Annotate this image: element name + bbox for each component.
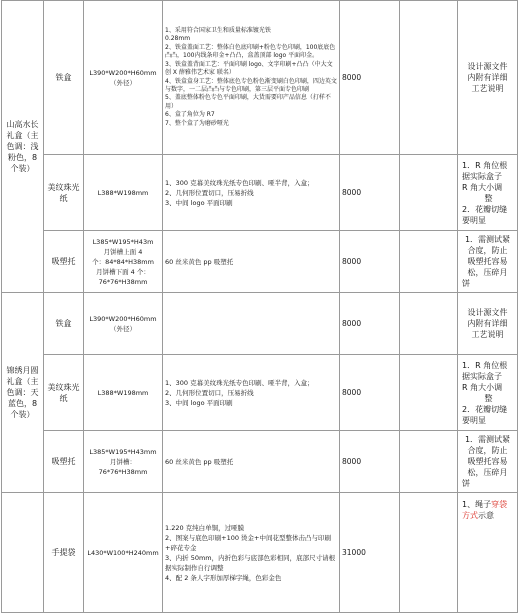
quantity-cell: 8000 (340, 355, 400, 431)
note-line: 内附有详细 (467, 319, 508, 328)
component-name: 吸塑托 (44, 231, 84, 293)
blank-cell (400, 431, 458, 493)
process-line: 2、几何形位置切口，压易折线 (165, 388, 254, 397)
size-line: 76*76*H38mm (98, 467, 148, 476)
note-line: 饼 (462, 479, 470, 488)
blank-cell (400, 231, 458, 293)
note-line: 据实际盒子 (462, 371, 502, 381)
note-cell (458, 293, 518, 355)
size-line: 月饼槽上面 4 (103, 247, 143, 256)
quantity-cell: 8000 (340, 155, 400, 231)
note-cell (458, 155, 518, 231)
process-line: 6、盒了角位为 R7 (165, 111, 215, 119)
size-line: 76*76*H38mm (98, 277, 148, 286)
note-cell (458, 231, 518, 293)
note-line: R 角大小调 (462, 382, 503, 392)
table-row (2, 231, 518, 293)
process-line: 2、几何形位置切口，压易折线 (165, 188, 254, 197)
size-cell (84, 431, 163, 493)
process-line: 60 丝米黄色 pp 吸塑托 (165, 257, 234, 266)
note-line: 设计源文件 (467, 62, 508, 71)
quantity-cell: 8000 (340, 231, 400, 293)
size-line: 个：84*84*H38mm (92, 257, 154, 266)
note-prefix: 1、绳子 (462, 500, 492, 509)
size-cell (84, 155, 163, 231)
process-line: 3、铁盒盖背面工艺：平面印刷 logo、文字印刷+凸凸（中大文创 X 薛雅伟艺术家 联名） (165, 60, 333, 77)
process-line: 2、铁盒盖面工艺：整体白色底印刷+粉色专色印刷，100底底色凸凸，100内线条印金+凸凸，盒盖顶部 logo 平面印金。 (165, 43, 336, 60)
note-line: 合度，防止 (467, 246, 508, 255)
note-cell (458, 493, 518, 613)
product-cell (2, 493, 44, 613)
table-row (2, 1, 518, 155)
product-cell: 山高水长礼盒（主色调：浅粉色，8个装） (2, 1, 44, 293)
size-line: L390*W200*H60mm (89, 314, 157, 323)
component-name: 美纹珠光纸 (44, 155, 84, 231)
process-line: 1、300 克幕美纹珠光纸专色印刷、哑半背，入盒； (165, 178, 314, 187)
blank-cell (400, 1, 458, 155)
component-name: 手提袋 (44, 493, 84, 613)
process-cell (163, 1, 340, 155)
note-line: 2．花瓣切缝 (462, 404, 508, 414)
process-line: 1、采用符合国家卫生和质量标准镀光铁 (165, 27, 271, 35)
note-line: 1．R 角位根 (462, 360, 508, 370)
process-line: 4、铁盒盒身工艺：整体底色专色粉色渐变刷白色印刷，四边英文与数字，一二层凸凸与专色印刷，第三层平面专色印刷 (165, 77, 337, 93)
note-line: 工艺说明 (471, 330, 504, 339)
process-cell (163, 293, 340, 355)
note-line: 饼 (462, 279, 470, 288)
size-line: L390*W200*H60mm (89, 68, 157, 77)
process-cell (163, 155, 340, 231)
table-row (2, 493, 518, 613)
product-cell: 锦绣月圆礼盒（主色调：天蓝色，8个装） (2, 293, 44, 493)
size-line: L385*W195*H43mm (89, 447, 157, 456)
table-row (2, 155, 518, 231)
process-cell (163, 431, 340, 493)
process-cell (163, 493, 340, 613)
process-line: 2、图案与底色印刷+100 烫金+中间花型整体击凸与印刷+碎花专金 (165, 533, 332, 552)
note-line: 内附有详细 (467, 73, 508, 82)
note-line: 1．需测试紧 (464, 435, 511, 444)
process-line: 7、整个盒了为磨砂哑光 (165, 119, 229, 127)
process-cell (163, 355, 340, 431)
size-cell (84, 355, 163, 431)
table-row (2, 431, 518, 493)
note-line: 松，压碎月 (467, 468, 508, 477)
size-cell (84, 1, 163, 155)
quantity-cell: 8000 (340, 431, 400, 493)
blank-cell (400, 293, 458, 355)
blank-cell (400, 493, 458, 613)
quantity-cell: 8000 (340, 1, 400, 155)
note-line: 合度，防止 (467, 446, 508, 455)
size-line: L388*W198mm (97, 188, 149, 197)
table-row (2, 293, 518, 355)
quantity-cell: 8000 (340, 293, 400, 355)
note-cell (458, 1, 518, 155)
note-line: 整 (484, 393, 493, 403)
process-line: 60 丝米黄色 pp 吸塑托 (165, 457, 234, 466)
process-line: 0.28mm (165, 35, 191, 43)
component-name: 美纹珠光纸 (44, 355, 84, 431)
blank-cell (400, 355, 458, 431)
note-line: R 角大小调 (462, 182, 503, 192)
size-cell (84, 293, 163, 355)
process-line: 1.220 克纯白单铜，过哑膜 (165, 523, 245, 532)
note-line: 1．R 角位根 (462, 160, 508, 170)
note-line: 松，压碎月 (467, 268, 508, 277)
process-line: 3、中间 logo 平面印刷 (165, 198, 233, 207)
note-line: 要明显 (462, 215, 486, 225)
size-line: L385*W195*H43m (92, 237, 154, 246)
blank-cell (400, 155, 458, 231)
note-line: 整 (484, 193, 493, 203)
size-line: （外径） (110, 324, 136, 333)
note-line: 据实际盒子 (462, 171, 502, 181)
process-line: 4、配 2 条人字形加厚梯字绳，色彩金色 (165, 573, 282, 582)
note-line: 1．需测试紧 (464, 235, 511, 244)
size-line: L430*W100*H240mm (87, 548, 159, 557)
note-line: 工艺说明 (471, 84, 504, 93)
note-cell (458, 355, 518, 431)
process-line: 5、盖底整体粉色专色平面印刷，大货需要印产品信息（打样不用） (165, 94, 331, 110)
size-cell (84, 231, 163, 293)
process-cell (163, 231, 340, 293)
note-cell (458, 431, 518, 493)
size-line: （外径） (110, 78, 136, 87)
process-line: 3、内折 50mm，内折色彩与底部色彩相同，底部尺寸请根据实际制作自行调整 (165, 553, 336, 572)
component-name: 铁盒 (44, 1, 84, 155)
note-line: 设计源文件 (467, 308, 508, 317)
size-cell (84, 493, 163, 613)
note-line: 吸塑托容易 (467, 457, 508, 466)
component-name: 吸塑托 (44, 431, 84, 493)
quantity-cell: 31000 (340, 493, 400, 613)
note-suffix: 示意 (478, 511, 494, 520)
size-line: L388*W198mm (97, 388, 149, 397)
note-highlight: 穿袋方式 (462, 500, 508, 520)
process-line: 1、300 克幕美纹珠光纸专色印刷、哑半背，入盒； (165, 378, 314, 387)
spec-table (1, 0, 518, 613)
component-name: 铁盒 (44, 293, 84, 355)
table-row (2, 355, 518, 431)
note-line: 2．花瓣切缝 (462, 204, 508, 214)
size-line: 月饼槽下面 4 个： (96, 267, 150, 276)
note-line: 要明显 (462, 415, 486, 425)
process-line: 3、中间 logo 平面印刷 (165, 398, 233, 407)
size-line: 月饼槽： (110, 457, 136, 466)
note-line: 吸塑托容易 (467, 257, 508, 266)
